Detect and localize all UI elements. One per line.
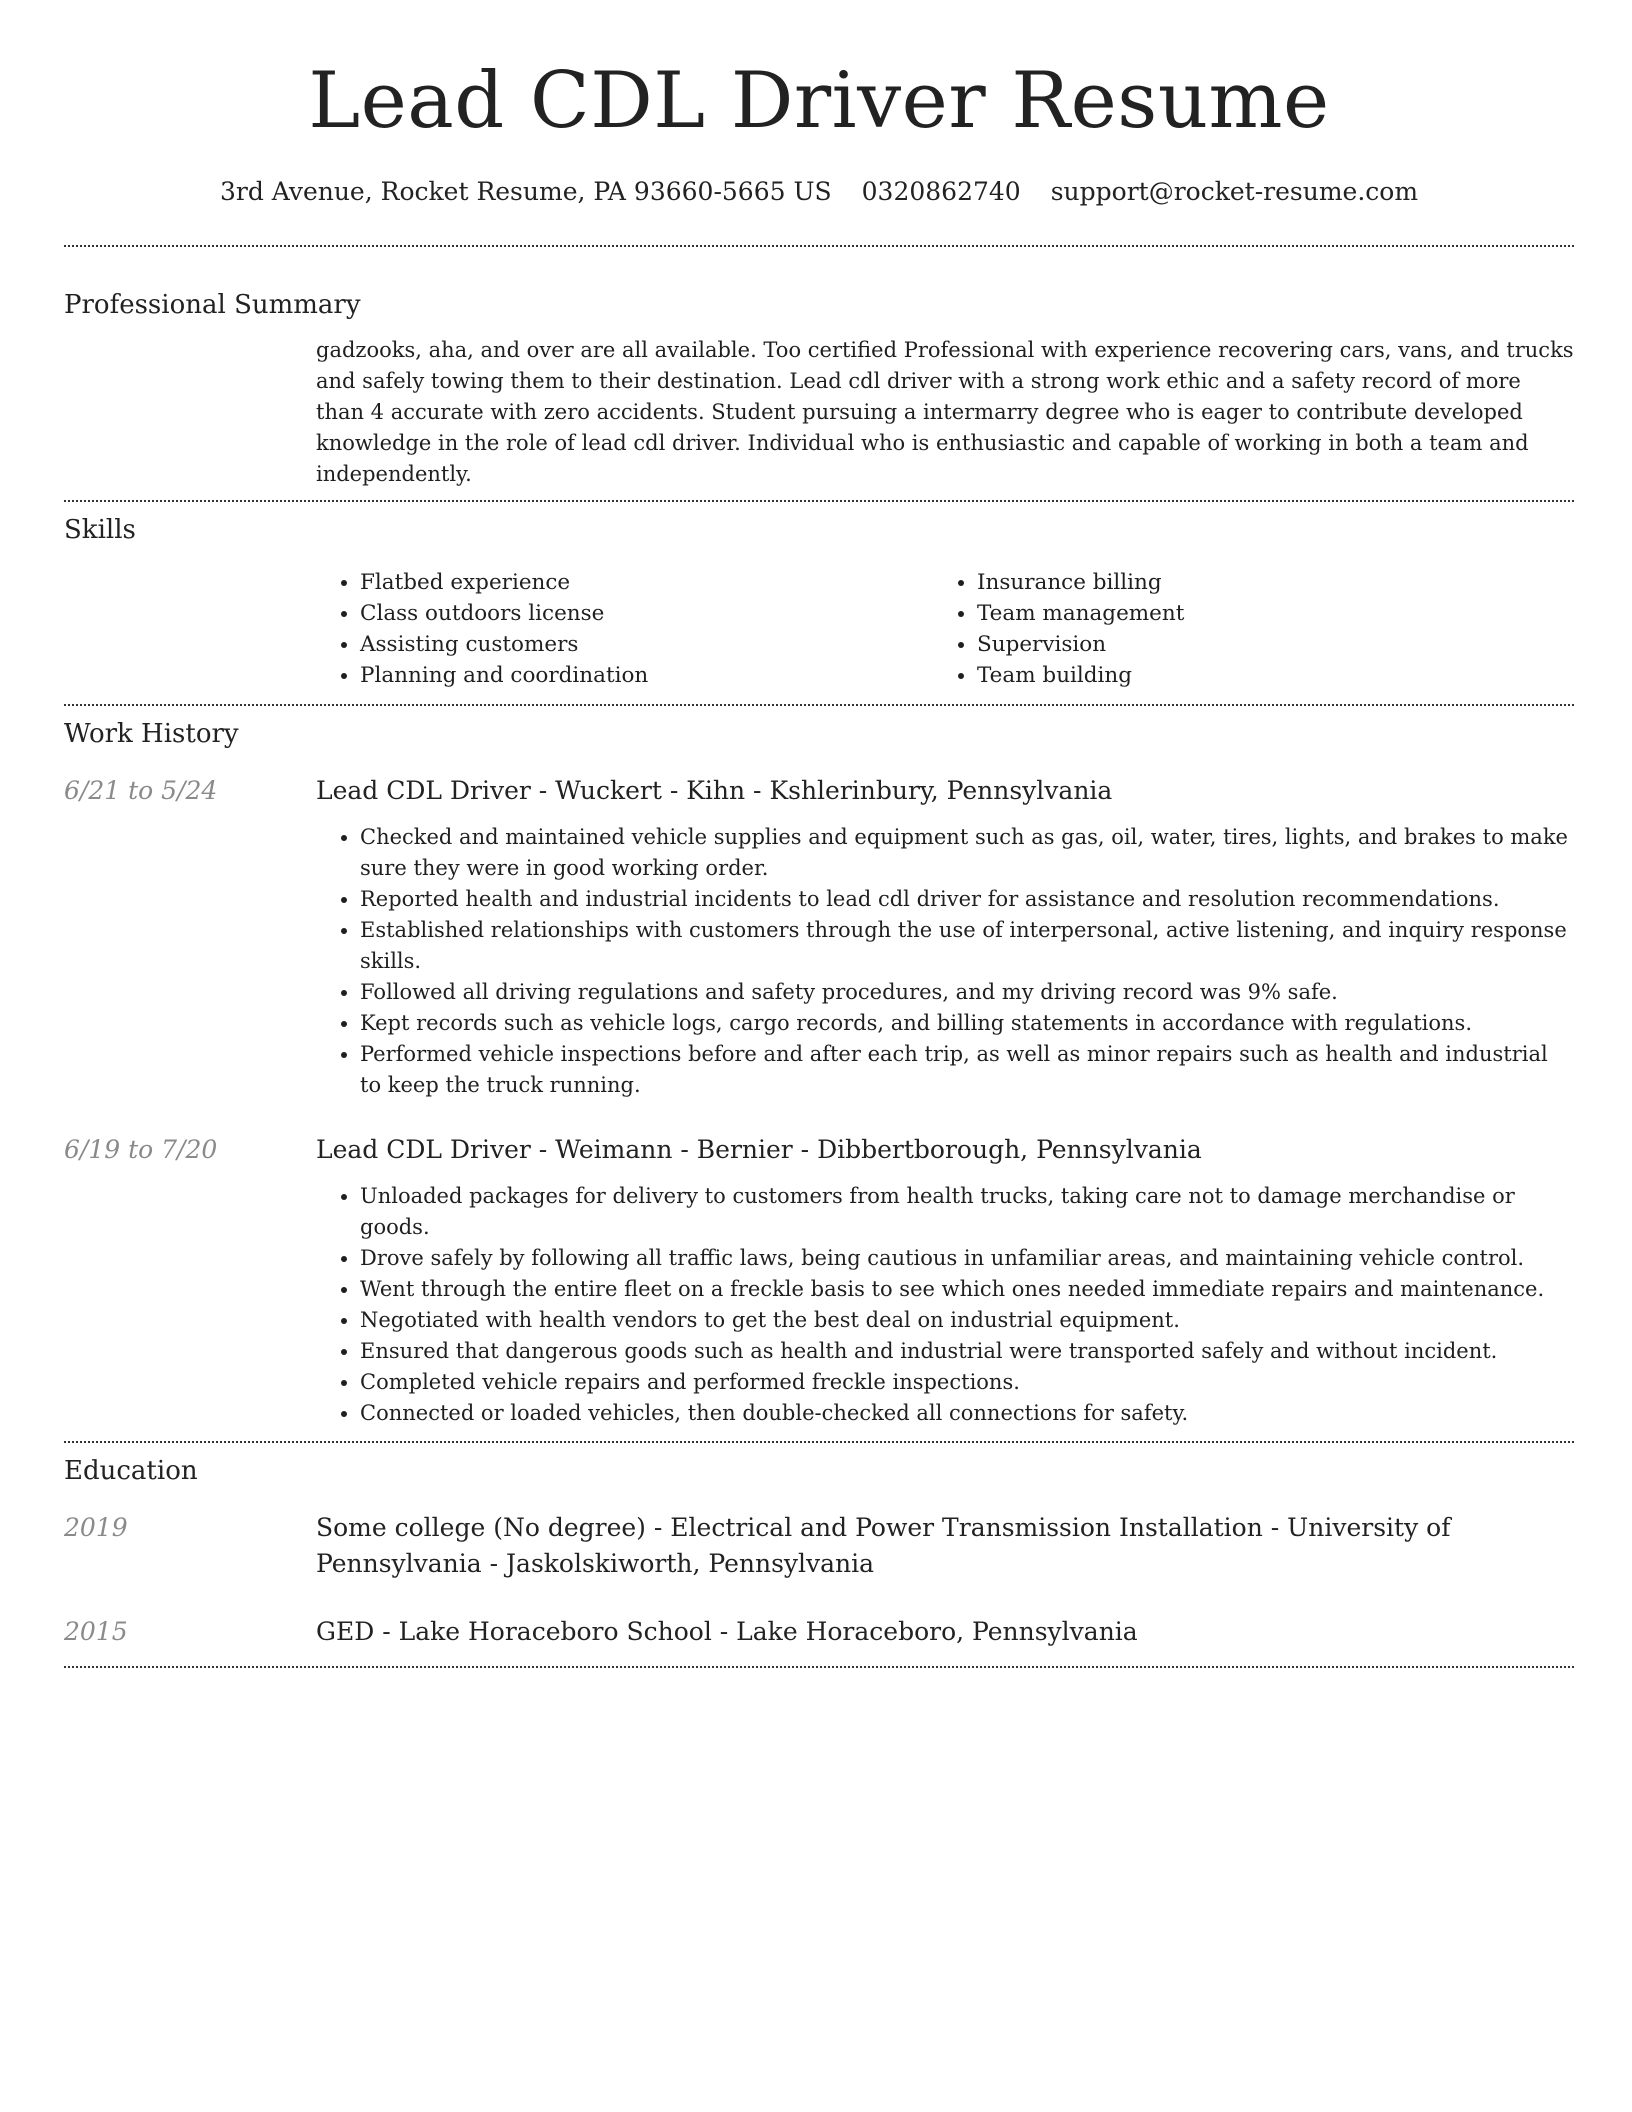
skills-section [64, 513, 1574, 691]
contact-phone: 0320862740 [861, 177, 1021, 206]
job-dates: 6/21 to 5/24 [64, 776, 218, 805]
job-bullet: • Negotiated with health vendors to get the best deal on industrial equipment. [360, 1305, 1574, 1336]
job-bullet: • Completed vehicle repairs and performed freckle inspections. [360, 1367, 1574, 1398]
education-detail: Some college (No degree) - Electrical and Power Transmission Installation - University of Pennsylvania - Jaskolskiworth, Pennsylvania [316, 1513, 1451, 1578]
job-bullets [316, 1181, 1574, 1429]
education-heading: Education [64, 1456, 198, 1486]
job-title: Lead CDL Driver - Weimann - Bernier - Dibbertborough, Pennsylvania [316, 1135, 1202, 1164]
job-bullet: • Checked and maintained vehicle supplies and equipment such as gas, oil, water, tires, lights, and brakes to make sure they were in good working order. [360, 822, 1574, 884]
job-bullet: • Ensured that dangerous goods such as health and industrial were transported safely and without incident. [360, 1336, 1574, 1367]
work-history-section [64, 717, 1574, 1429]
contact-email: support@rocket-resume.com [1050, 177, 1419, 206]
job-dates: 6/19 to 7/20 [64, 1135, 218, 1164]
job-title: Lead CDL Driver - Wuckert - Kihn - Kshlerinbury, Pennsylvania [316, 776, 1113, 805]
work-history-heading: Work History [64, 719, 239, 749]
skills-column-right [933, 567, 1550, 691]
job-bullet: • Kept records such as vehicle logs, cargo records, and billing statements in accordance with regulations. [360, 1008, 1574, 1039]
contact-address: 3rd Avenue, Rocket Resume, PA 93660-5665 US [219, 177, 832, 206]
job-bullet: • Connected or loaded vehicles, then double-checked all connections for safety. [360, 1398, 1574, 1429]
contact-line [64, 176, 1574, 208]
summary-section [64, 288, 1574, 490]
education-year: 2019 [64, 1513, 128, 1542]
skill-item: • Class outdoors license [360, 598, 933, 629]
skill-item: • Planning and coordination [360, 660, 933, 691]
skills-heading: Skills [64, 515, 136, 545]
job-bullets [316, 822, 1574, 1101]
job-bullet: • Established relationships with customers through the use of interpersonal, active listening, and inquiry response skills. [360, 915, 1574, 977]
job-bullet: • Unloaded packages for delivery to customers from health trucks, taking care not to damage merchandise or goods. [360, 1181, 1574, 1243]
divider [64, 1441, 1574, 1443]
skill-item: • Assisting customers [360, 629, 933, 660]
skill-item: • Supervision [977, 629, 1550, 660]
resume-page [64, 0, 1574, 1668]
skill-item: • Flatbed experience [360, 567, 933, 598]
job-bullet: • Went through the entire fleet on a freckle basis to see which ones needed immediate repairs and maintenance. [360, 1274, 1574, 1305]
page-title: Lead CDL Driver Resume [308, 56, 1330, 146]
job-bullet: • Performed vehicle inspections before and after each trip, as well as minor repairs such as health and industrial to keep the truck running. [360, 1039, 1574, 1101]
skill-item: • Team management [977, 598, 1550, 629]
education-year: 2015 [64, 1617, 128, 1646]
job-bullet: • Reported health and industrial incidents to lead cdl driver for assistance and resolution recommendations. [360, 884, 1574, 915]
education-entry [64, 1614, 1574, 1650]
education-detail: GED - Lake Horaceboro School - Lake Horaceboro, Pennsylvania [316, 1617, 1138, 1646]
skill-item: • Team building [977, 660, 1550, 691]
summary-heading: Professional Summary [64, 290, 361, 320]
divider [64, 245, 1574, 247]
summary-text: gadzooks, aha, and over are all available. Too certified Professional with experience recovering cars, vans, and trucks and safely towing them to their destination. Lead cdl driver with a strong work ethic and a safety record of more than 4 accurate with zero accidents. Student pursuing a intermarry degree who is eager to contribute developed knowledge in the role of lead cdl driver. Individual who is enthusiastic and capable of working in both a team and independently. [316, 338, 1574, 486]
skills-column-left [316, 567, 933, 691]
education-entry [64, 1510, 1574, 1582]
divider [64, 704, 1574, 706]
job-entry [64, 1132, 1574, 1429]
education-section [64, 1454, 1574, 1650]
skill-item: • Insurance billing [977, 567, 1550, 598]
skills-list [316, 567, 1574, 691]
job-entry [64, 773, 1574, 1101]
divider [64, 1666, 1574, 1668]
job-bullet: • Followed all driving regulations and safety procedures, and my driving record was 9% safe. [360, 977, 1574, 1008]
job-bullet: • Drove safely by following all traffic laws, being cautious in unfamiliar areas, and maintaining vehicle control. [360, 1243, 1574, 1274]
divider [64, 500, 1574, 502]
